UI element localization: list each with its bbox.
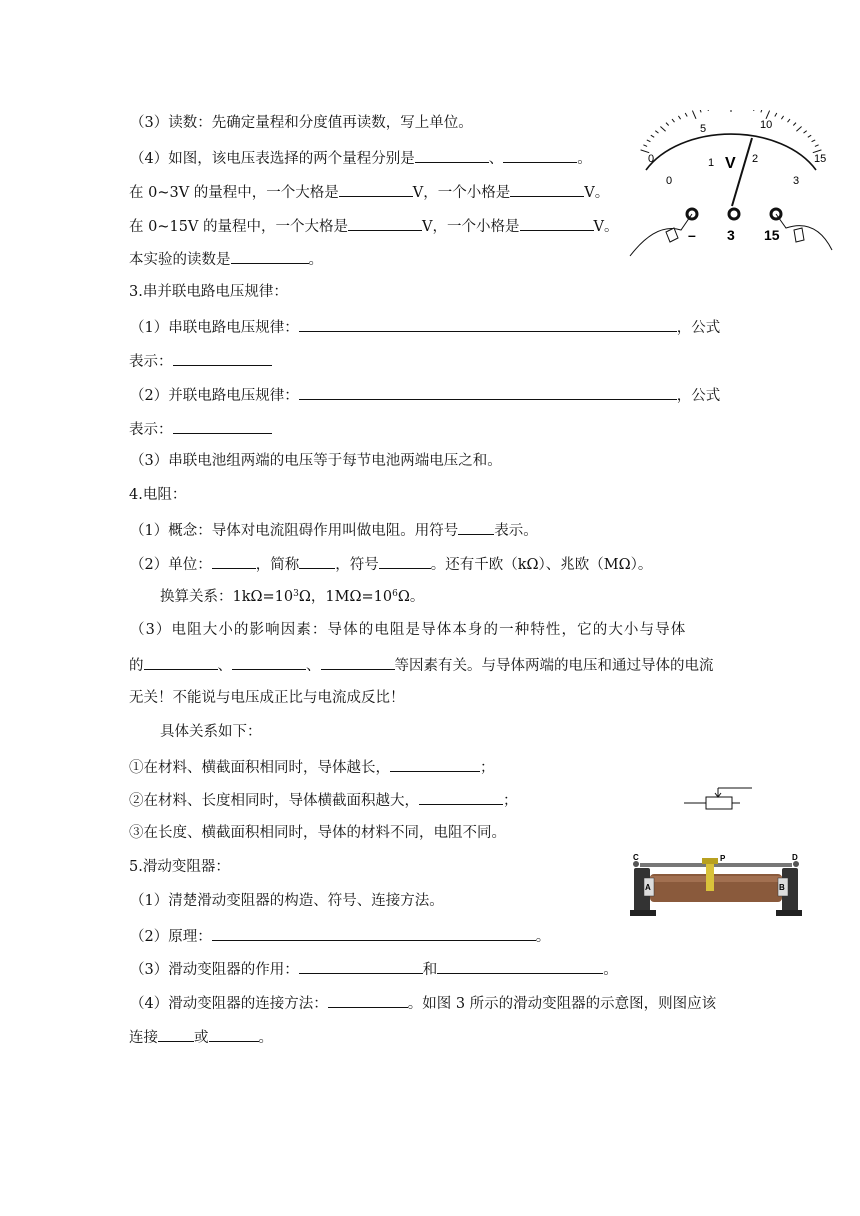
- scale-tick: [660, 127, 665, 132]
- rheostat-function: （3）滑动变阻器的作用： 和 。: [130, 958, 618, 980]
- scale-tick: [666, 123, 669, 126]
- scale-tick: [808, 135, 811, 137]
- answer-blank[interactable]: [437, 958, 603, 974]
- answer-blank[interactable]: [321, 654, 395, 670]
- range-3v-question: 在 0~3V 的量程中，一个大格是 V，一个小格是 V。: [129, 181, 609, 203]
- terminal-label-negative: –: [688, 227, 696, 243]
- answer-blank[interactable]: [231, 248, 309, 264]
- relation-area: ②在材料、长度相同时，导体横截面积越大， ；: [129, 789, 518, 811]
- answer-blank[interactable]: [415, 147, 489, 163]
- parallel-voltage-rule: （2）并联电路电压规律： ，公式: [130, 384, 720, 406]
- label-A: A: [645, 883, 651, 892]
- answer-blank[interactable]: [503, 147, 577, 163]
- answer-blank[interactable]: [173, 418, 272, 434]
- rheostat-connection: （4）滑动变阻器的连接方法： 。如图 3 所示的滑动变阻器的示意图，则图应该: [130, 992, 716, 1014]
- series-formula: 表示：: [129, 350, 272, 372]
- voltmeter-needle: [732, 138, 752, 206]
- label-C: C: [633, 853, 639, 862]
- reading-question: 本实验的读数是 。: [129, 248, 323, 270]
- answer-blank[interactable]: [299, 553, 335, 569]
- range-15v-question: 在 0~15V 的量程中，一个大格是 V，一个小格是 V。: [129, 215, 618, 237]
- scale-tick: [685, 113, 687, 117]
- rheostat-connection-cont: 连接 或 。: [129, 1026, 273, 1048]
- answer-blank[interactable]: [209, 1026, 259, 1042]
- scale-tick: [707, 110, 708, 111]
- label-D: D: [792, 853, 798, 862]
- answer-blank[interactable]: [339, 181, 413, 197]
- terminal-label-3: 3: [727, 227, 735, 243]
- voltmeter-range-question: （4）如图，该电压表选择的两个量程分别是 、 。: [130, 147, 592, 169]
- resistance-units: （2）单位： ，简称 ，符号 。还有千欧（kΩ）、兆欧（MΩ）。: [130, 553, 652, 575]
- scale-tick: [647, 140, 651, 142]
- terminal-3: [729, 209, 739, 219]
- section-heading-3: 3.串并联电路电压规律：: [129, 284, 288, 300]
- scale-tick: [700, 110, 701, 112]
- answer-blank[interactable]: [328, 992, 408, 1008]
- battery-series-note: （3）串联电池组两端的电压等于每节电池两端电压之和。: [130, 453, 502, 469]
- scale-tick: [796, 127, 801, 132]
- answer-blank[interactable]: [510, 181, 584, 197]
- rheostat-symbol: [682, 786, 758, 810]
- label-B: B: [779, 883, 785, 892]
- scale-tick: [788, 119, 791, 122]
- answer-blank[interactable]: [379, 553, 431, 569]
- scale-label-upper-0: 0: [648, 153, 655, 165]
- parallel-formula: 表示：: [129, 418, 272, 440]
- relation-length: ①在材料、横截面积相同时，导体越长， ；: [129, 756, 495, 778]
- scale-label-lower-1: 1: [708, 157, 715, 169]
- answer-blank[interactable]: [232, 654, 306, 670]
- unit-label: V: [725, 155, 736, 172]
- answer-blank[interactable]: [520, 215, 594, 231]
- label-P: P: [720, 854, 726, 863]
- scale-label-upper-15: 15: [814, 153, 827, 165]
- scale-label-lower-2: 2: [752, 153, 759, 165]
- resistance-factors-cont: 的 、 、 等因素有关。与导体两端的电压和通过导体的电流: [129, 654, 714, 676]
- rheostat-structure: （1）清楚滑动变阻器的构造、符号、连接方法。: [130, 893, 444, 909]
- series-voltage-rule: （1）串联电路电压规律： ，公式: [130, 316, 720, 338]
- scale-tick: [766, 111, 770, 119]
- answer-blank[interactable]: [173, 350, 272, 366]
- scale-tick: [678, 116, 680, 119]
- scale-tick: [651, 135, 654, 137]
- section-heading-5: 5.滑动变阻器：: [129, 859, 230, 875]
- rheostat-device-figure: [630, 852, 804, 918]
- answer-blank[interactable]: [390, 756, 480, 772]
- scale-tick: [775, 113, 777, 117]
- reading-instruction: （3）读数：先确定量程和分度值再读数，写上单位。: [130, 115, 473, 131]
- terminal-label-15: 15: [764, 227, 780, 243]
- scale-tick: [793, 123, 796, 126]
- scale-tick: [804, 131, 807, 133]
- scale-tick: [655, 131, 658, 133]
- scale-tick: [672, 119, 675, 122]
- scale-tick: [761, 110, 762, 112]
- answer-blank[interactable]: [299, 384, 677, 400]
- scale-label-lower-0: 0: [666, 175, 673, 187]
- voltmeter-figure: [626, 110, 836, 260]
- answer-blank[interactable]: [299, 958, 423, 974]
- rheostat-principle: （2）原理： 。: [130, 925, 550, 947]
- unit-conversion: 换算关系：$1k\Omega=10^3\Omega$，$1M\Omega=10^6\Omega$。: [160, 589, 425, 605]
- answer-blank[interactable]: [144, 654, 218, 670]
- answer-blank[interactable]: [348, 215, 422, 231]
- specific-relations: 具体关系如下：: [160, 724, 262, 740]
- scale-label-upper-5: 5: [700, 123, 707, 135]
- scale-tick: [692, 111, 696, 119]
- resistance-note: 无关！不能说与电压成正比与电流成反比！: [129, 690, 405, 706]
- answer-blank[interactable]: [458, 519, 494, 535]
- scale-tick: [643, 145, 647, 147]
- relation-material: ③在长度、横截面积相同时，导体的材料不同，电阻不同。: [129, 825, 506, 841]
- resistance-factors: （3）电阻大小的影响因素：导体的电阻是导体本身的一种特性，它的大小与导体: [130, 622, 687, 638]
- scale-tick: [812, 140, 816, 142]
- scale-tick: [781, 116, 783, 119]
- answer-blank[interactable]: [212, 553, 256, 569]
- scale-label-upper-10: 10: [760, 119, 773, 131]
- scale-tick: [815, 145, 819, 147]
- answer-blank[interactable]: [158, 1026, 194, 1042]
- scale-tick: [754, 110, 755, 111]
- answer-blank[interactable]: [419, 789, 503, 805]
- scale-label-lower-3: 3: [793, 175, 800, 187]
- answer-blank[interactable]: [299, 316, 677, 332]
- section-heading-4: 4.电阻：: [129, 487, 187, 503]
- resistance-concept: （1）概念：导体对电流阻碍作用叫做电阻。用符号 表示。: [130, 519, 538, 541]
- answer-blank[interactable]: [212, 925, 536, 941]
